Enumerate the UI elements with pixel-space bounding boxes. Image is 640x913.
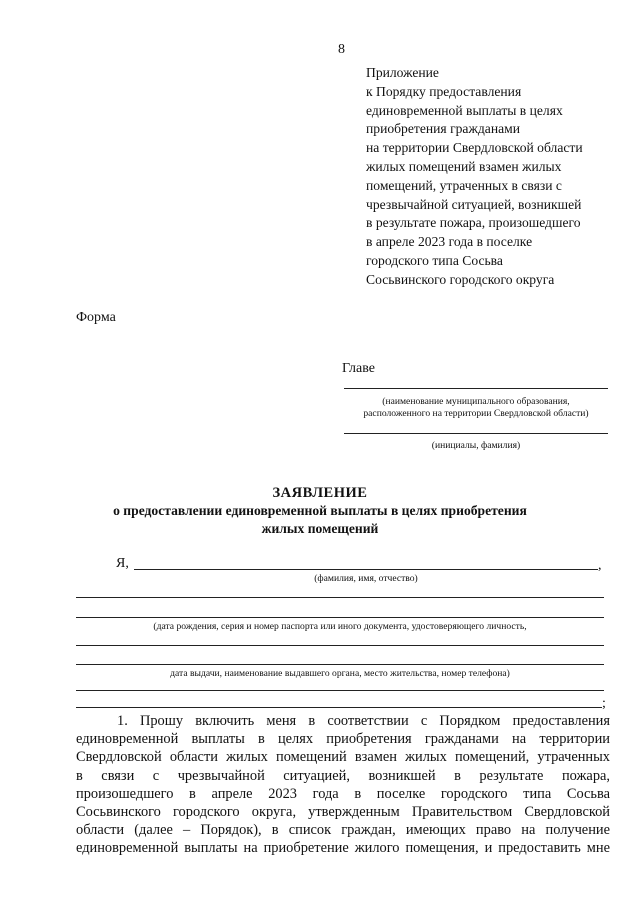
document-title: ЗАЯВЛЕНИЕ [272, 485, 368, 501]
appendix-line: жилых помещений взамен жилых [366, 158, 562, 174]
appendix-line: городского типа Сосьва [366, 252, 503, 268]
appendix-line: Приложение [366, 65, 439, 80]
body-line: произошедшего в апреле 2023 года в поселке городского типа Сосьва [76, 785, 610, 802]
document-subtitle-1: о предоставлении единовременной выплаты в целях приобретения [113, 503, 527, 518]
initials-line[interactable] [344, 433, 608, 434]
municipality-caption-1: (наименование муниципального образования, [382, 396, 570, 407]
issuer-caption: дата выдачи, наименование выдавшего органа, место жительства, номер телефона) [170, 668, 510, 679]
page-number: 8 [338, 42, 345, 57]
appendix-line: на территории Свердловской области [366, 140, 583, 156]
form-label: Форма [76, 310, 116, 325]
applicant-end-mark: ; [602, 696, 606, 711]
applicant-line[interactable] [76, 690, 604, 691]
appendix-line: в апреле 2023 года в поселке [366, 234, 533, 250]
applicant-line[interactable] [76, 617, 604, 618]
appendix-line: единовременной выплаты в целях [366, 102, 563, 118]
appendix-line: помещений, утраченных в связи с [366, 177, 562, 193]
passport-caption: (дата рождения, серия и номер паспорта или иного документа, удостоверяющего личность, [153, 621, 527, 632]
applicant-prefix: Я, [116, 556, 129, 571]
body-line: Сосьвинского городского округа, утвержденным Правительством Свердловской [76, 804, 610, 821]
applicant-line[interactable] [76, 645, 604, 646]
addressee-label: Главе [342, 361, 375, 376]
applicant-comma: , [598, 558, 602, 573]
document-subtitle-2: жилых помещений [261, 521, 379, 536]
appendix-line: чрезвычайной ситуацией, возникшей [366, 196, 582, 212]
body-line: единовременной выплаты в целях приобретения гражданами на территории [76, 731, 610, 748]
applicant-line[interactable] [76, 597, 604, 598]
initials-caption: (инициалы, фамилия) [431, 440, 521, 451]
body-paragraph [76, 712, 610, 858]
applicant-line[interactable] [76, 664, 604, 665]
municipality-line[interactable] [344, 388, 608, 389]
name-caption: (фамилия, имя, отчество) [314, 573, 418, 584]
body-line: Свердловской области жилых помещений взамен жилых помещений, утраченных [76, 749, 610, 766]
body-line: области (далее – Порядок), в список граждан, имеющих право на получение [76, 822, 610, 839]
applicant-name-line[interactable] [134, 569, 598, 570]
applicant-line[interactable] [76, 707, 602, 708]
appendix-line: приобретения гражданами [366, 121, 520, 137]
appendix-line: к Порядку предоставления [366, 83, 522, 99]
body-line: единовременной выплаты на приобретение жилого помещения, и предоставить мне [76, 840, 610, 857]
appendix-line: Сосьвинского городского округа [366, 271, 555, 287]
municipality-caption-2: расположенного на территории Свердловской области) [363, 408, 589, 419]
body-line: 1. Прошу включить меня в соответствии с Порядком предоставления [117, 713, 610, 729]
appendix-line: в результате пожара, произошедшего [366, 215, 581, 231]
appendix-header [366, 64, 628, 290]
body-line: в связи с чрезвычайной ситуацией, возникшей в результате пожара, [76, 767, 610, 784]
